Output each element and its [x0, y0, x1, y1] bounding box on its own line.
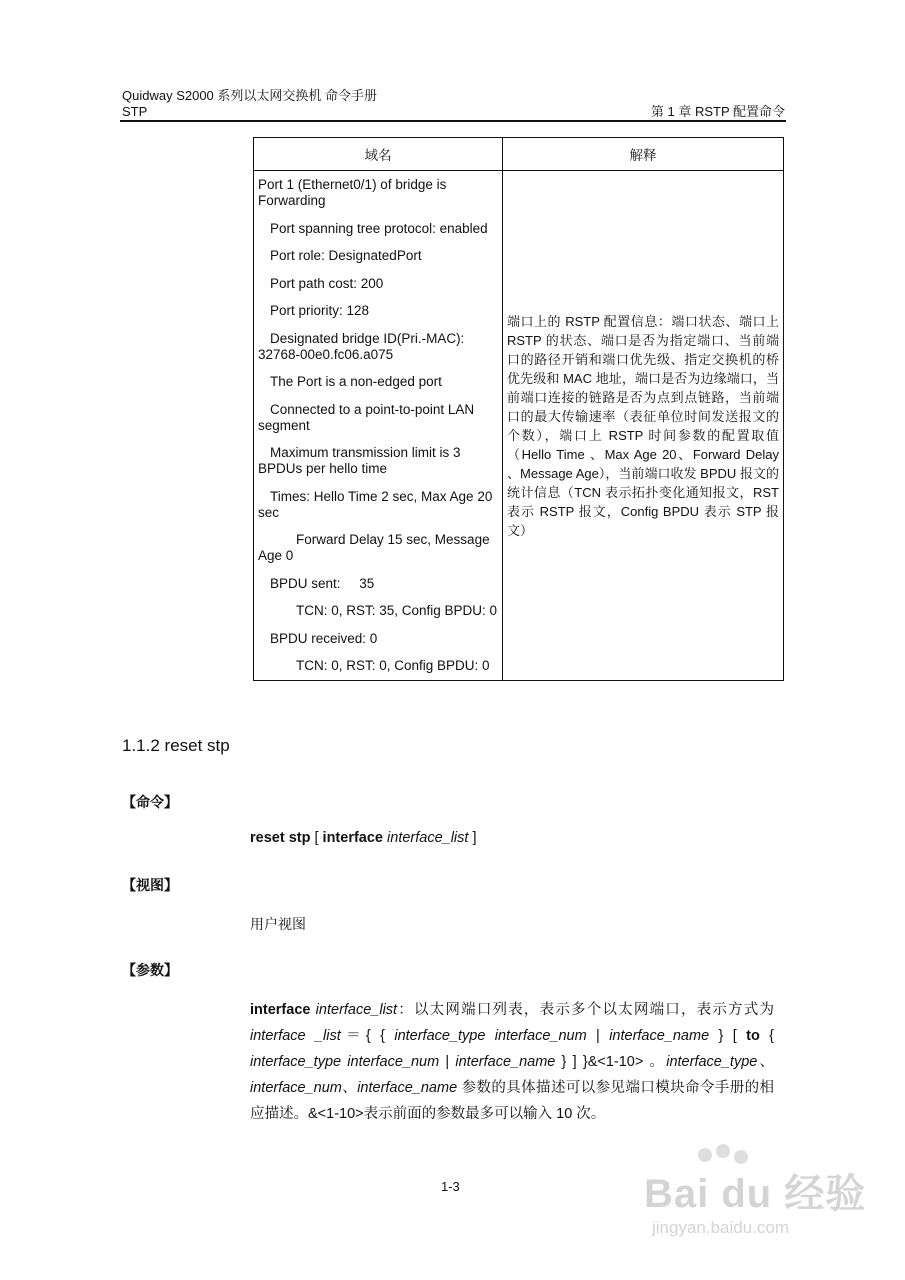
page-number: 1-3	[441, 1179, 460, 1194]
param-to: to	[746, 1028, 760, 1044]
watermark-logo: Bai du 经验	[644, 1172, 867, 1216]
explanation-cell: 端口上的 RSTP 配置信息：端口状态、端口上 RSTP 的状态、端口是否为指定端口、当前端口的路径开销和端口优先级、指定交换机的桥优先级和 MAC 地址，端口是否为边缘端口，当前端口连接的链路是否为点到点链路，当前端口的最大传输速率（表征单位时间发送报文的个数），端口上 RSTP 时间参数的配置取值（Hello Time 、Max Age 20、Forward Delay 、Message Age），当前端口收发 BPDU 报文的统计信息（TCN 表示拓扑变化通知报文，RST 表示 RSTP 报文，Config BPDU 表示 STP 报文）	[503, 171, 784, 681]
bracket-close: ]	[468, 830, 477, 846]
field-line: TCN: 0, RST: 0, Config BPDU: 0	[296, 658, 490, 673]
param-expr: interface_name	[455, 1054, 556, 1070]
field-line: Times: Hello Time 2 sec, Max Age 20 sec	[258, 488, 493, 520]
col-header-explanation: 解释	[503, 138, 784, 171]
param-expr: interface_type interface_num	[250, 1054, 440, 1070]
header-rule	[120, 120, 786, 122]
bracket-open: [	[310, 830, 323, 846]
command-syntax	[250, 830, 477, 846]
param-expr: } ] }&<1-10> 。	[555, 1054, 667, 1070]
field-line: Port priority: 128	[270, 303, 370, 318]
command-argument: interface_list	[383, 830, 469, 846]
watermark-url: jingyan.baidu.com	[652, 1218, 790, 1237]
field-line: Port spanning tree protocol: enabled	[270, 220, 488, 236]
header-chapter: 第 1 章 RSTP 配置命令	[650, 104, 785, 119]
param-arg: interface_list	[310, 1002, 398, 1018]
param-var: interface_num	[250, 1080, 342, 1096]
command-keyword-interface: interface	[322, 830, 383, 846]
param-var: interface_type	[666, 1054, 758, 1070]
command-tag: 【命令】	[122, 794, 178, 810]
col-header-field: 域名	[254, 138, 503, 171]
field-table	[253, 137, 784, 681]
param-expr: ＝{ {	[340, 1028, 395, 1044]
param-expr: |	[439, 1054, 456, 1070]
baidu-watermark	[640, 1148, 870, 1266]
field-line: The Port is a non-edged port	[270, 374, 442, 389]
params-tag: 【参数】	[122, 962, 178, 978]
field-cell	[254, 171, 503, 681]
field-line: Port role: DesignatedPort	[270, 248, 422, 263]
param-var: interface_name	[357, 1080, 458, 1096]
param-sep: 、	[341, 1080, 358, 1096]
header-product: Quidway S2000 系列以太网交换机 命令手册	[122, 88, 378, 103]
view-text: 用户视图	[250, 916, 306, 932]
field-line: Port path cost: 200	[270, 275, 384, 291]
field-line: Maximum transmission limit is 3 BPDUs per hello time	[258, 445, 461, 476]
paw-print-icon	[716, 1144, 730, 1158]
field-line: BPDU received: 0	[270, 630, 378, 646]
paw-print-icon	[698, 1148, 712, 1162]
param-expr: {	[759, 1028, 775, 1044]
param-expr: |	[586, 1028, 610, 1044]
view-tag: 【视图】	[122, 877, 178, 893]
section-title: 1.1.2 reset stp	[122, 736, 230, 755]
field-line: Port 1 (Ethernet0/1) of bridge is Forwarding	[258, 177, 447, 208]
param-expr: interface_name	[609, 1028, 710, 1044]
field-line: Forward Delay 15 sec, Message Age 0	[258, 532, 490, 563]
field-line: Connected to a point-to-point LAN segment	[258, 401, 475, 433]
param-keyword: interface	[250, 1002, 311, 1018]
params-paragraph	[250, 997, 774, 1127]
field-line: TCN: 0, RST: 35, Config BPDU: 0	[296, 603, 498, 618]
field-line: Designated bridge ID(Pri.-MAC): 32768-00e0.fc06.a075	[258, 330, 465, 362]
param-desc: ：以太网端口列表，表示多个以太网端口，表示方式为	[397, 1002, 774, 1018]
param-expr: } [	[709, 1028, 747, 1044]
header-module: STP	[122, 104, 148, 119]
field-line: BPDU sent: 35	[270, 575, 375, 591]
param-desc: 参数的具体描述可以参见端口模块命令手册的相应描述。&<1-10>表示前面的参数最多可以输入 10 次。	[250, 1080, 774, 1122]
param-expr: interface_type interface_num	[394, 1028, 587, 1044]
param-sep: 、	[757, 1054, 775, 1070]
param-expr: interface _list	[250, 1028, 341, 1044]
command-keyword: reset stp	[250, 830, 311, 846]
